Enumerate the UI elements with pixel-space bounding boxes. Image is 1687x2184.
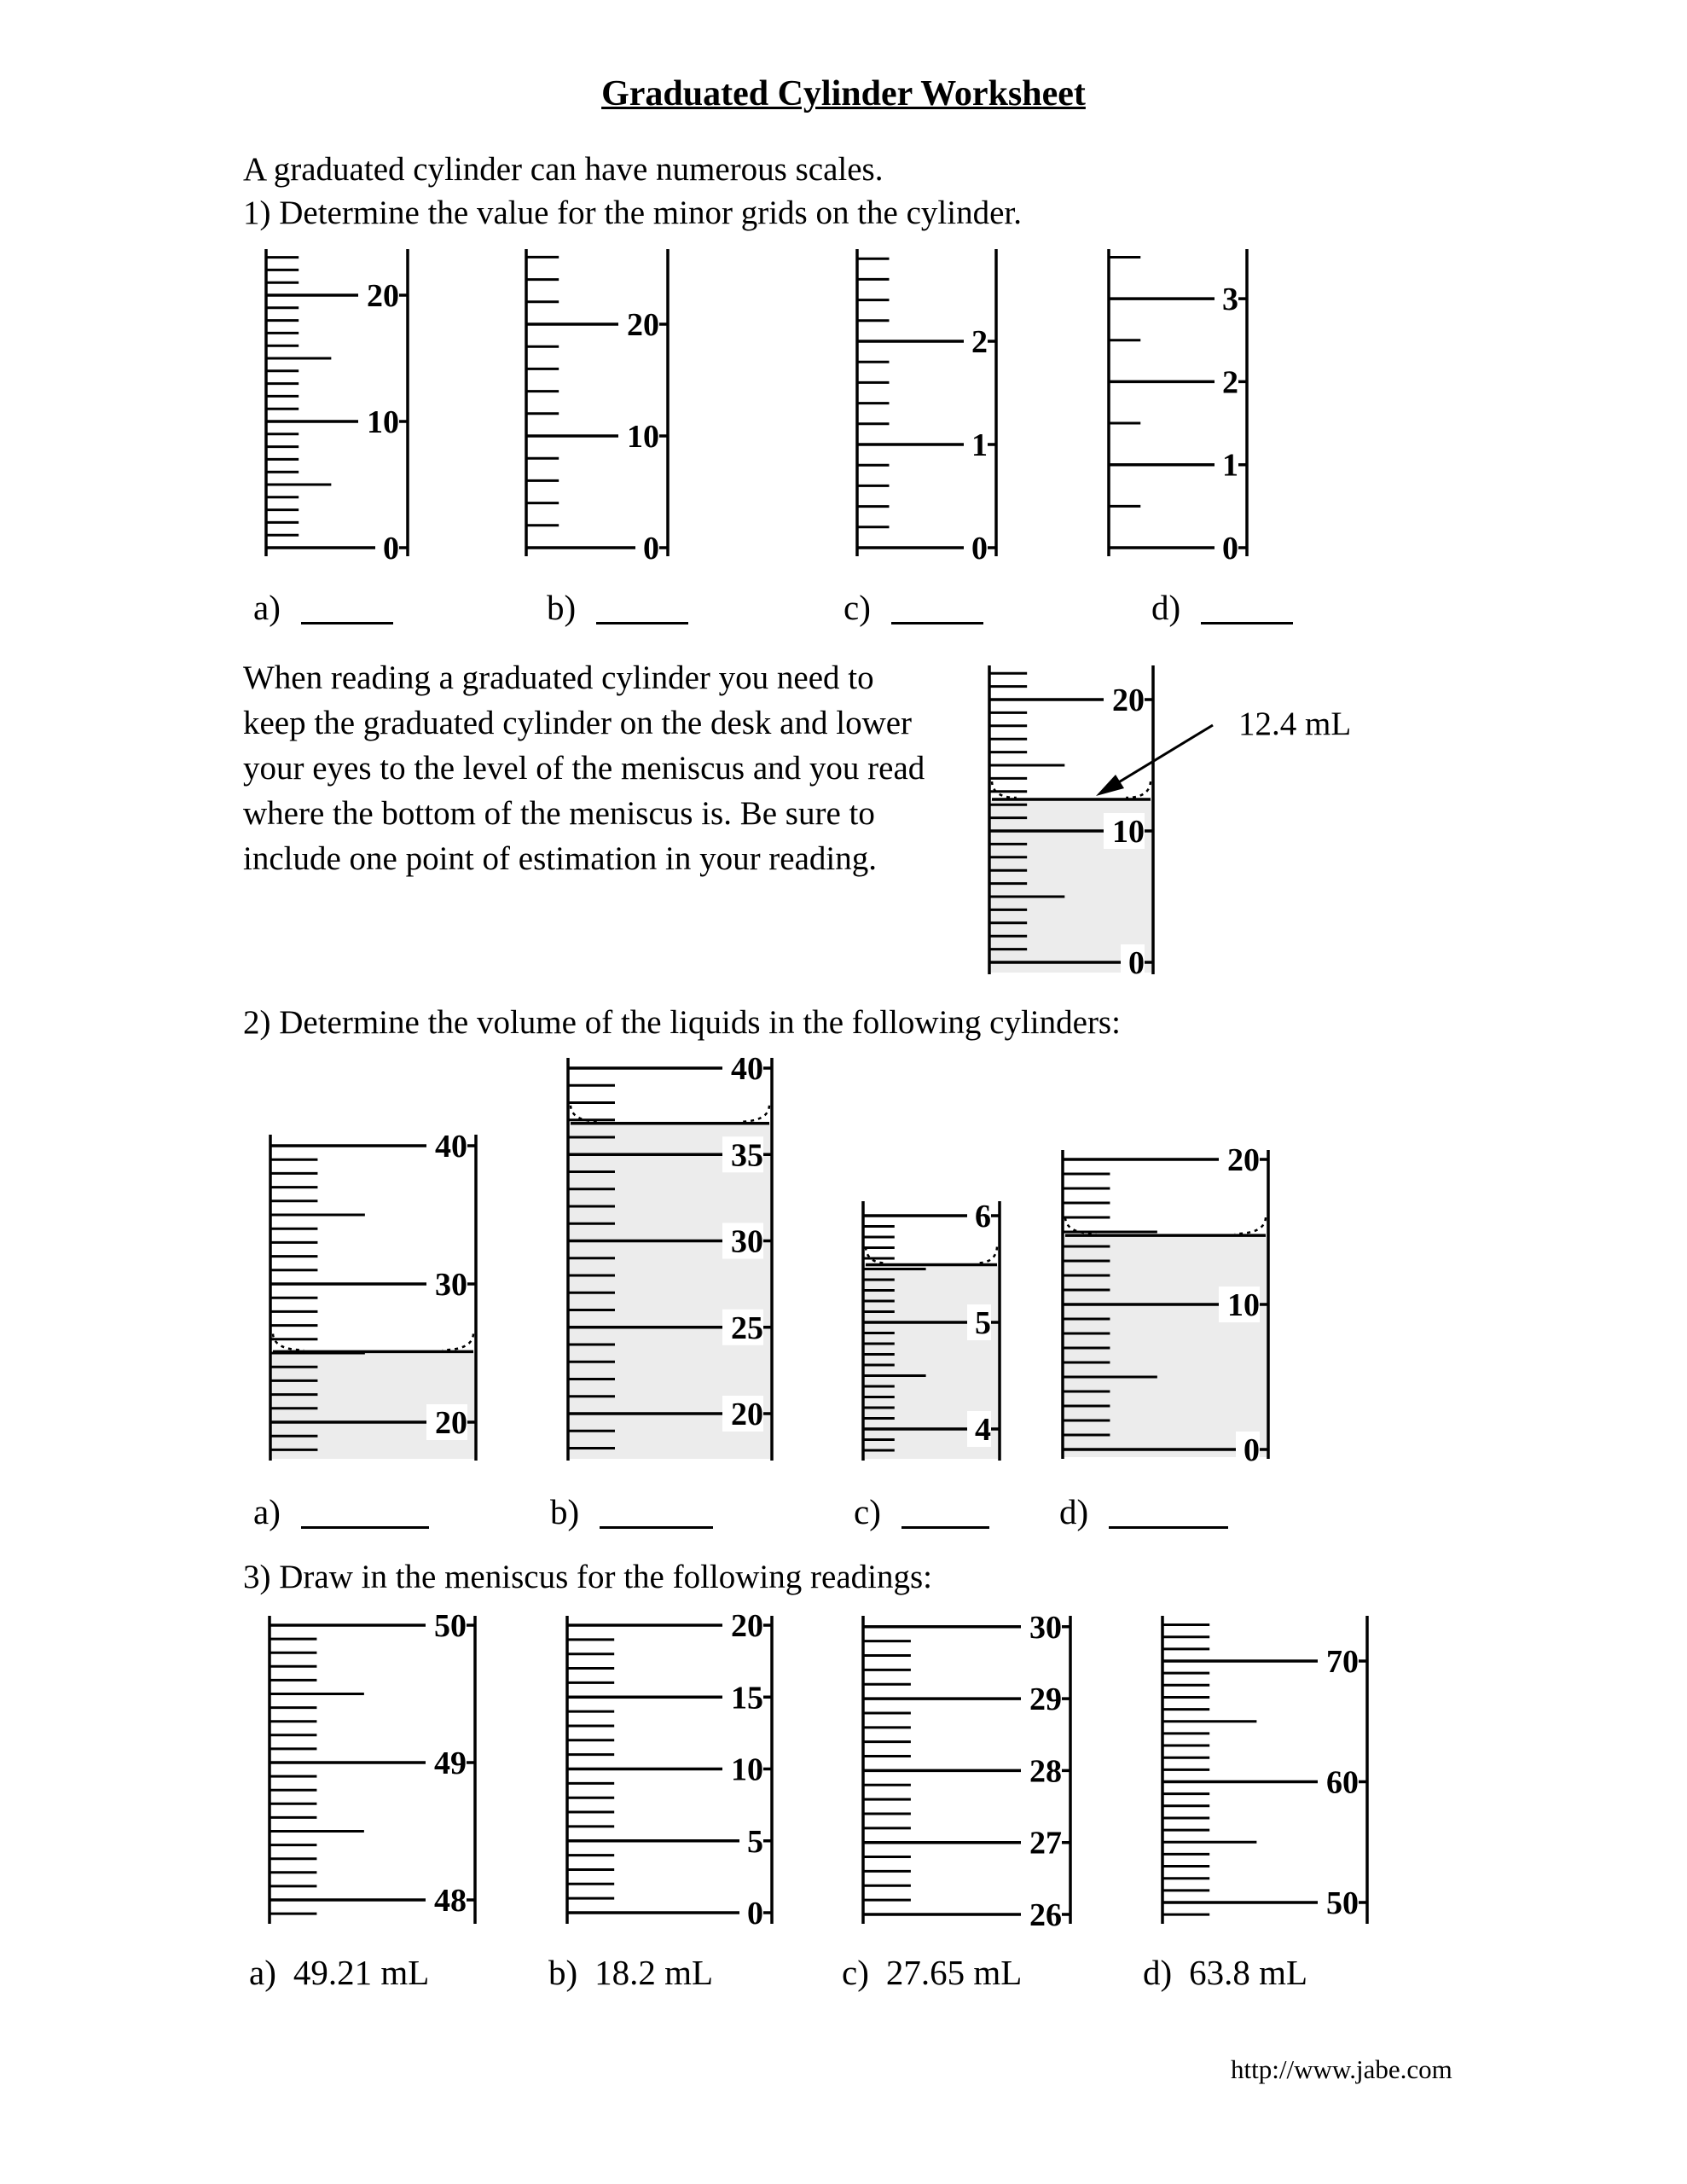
q3-answer-d-label: d) [1143, 1953, 1173, 1992]
scale-label-q1-c-2: 2 [971, 324, 988, 360]
q2-answer-d [1059, 1491, 1228, 1532]
scale-label-q3-b-10: 10 [731, 1751, 763, 1788]
reading-note-line: keep the graduated cylinder on the desk and lower [243, 705, 913, 741]
reading-note-line: where the bottom of the meniscus is. Be sure to [243, 795, 875, 832]
q3-answer-b [548, 1952, 713, 1993]
q1-answer-a [253, 587, 393, 628]
scale-label-example-20: 20 [1112, 682, 1145, 718]
q1-heading: 1) Determine the value for the minor grids on the cylinder. [243, 195, 1022, 231]
q3-answer-d [1143, 1952, 1307, 1993]
q1-answer-d-blank [1201, 622, 1293, 624]
cylinder-q1-b [526, 249, 668, 566]
scale-label-q1-a-0: 0 [383, 531, 399, 566]
q3-answer-c-label: c) [842, 1953, 869, 1992]
page-title: Graduated Cylinder Worksheet [601, 74, 1086, 113]
q1-answer-b [547, 587, 688, 628]
scale-label-q1-a-20: 20 [367, 278, 399, 314]
scale-label-q2-c-6: 6 [975, 1199, 991, 1234]
reading-note [243, 655, 925, 881]
scale-label-q1-b-10: 10 [627, 419, 659, 455]
scale-label-q3-c-26: 26 [1029, 1897, 1062, 1933]
scale-label-q2-a-40: 40 [435, 1129, 467, 1165]
scale-label-q1-a-10: 10 [367, 404, 399, 440]
q3-answer-d-value: 63.8 mL [1189, 1953, 1308, 1992]
q2-answer-c-blank [901, 1526, 989, 1529]
scale-label-q3-c-27: 27 [1029, 1825, 1062, 1862]
q1-answer-a-label: a) [253, 588, 281, 627]
scale-label-q3-b-15: 15 [731, 1680, 763, 1716]
q2-answer-a-blank [301, 1526, 429, 1529]
cylinder-q3-b [567, 1607, 772, 1931]
q2-answer-a [253, 1491, 429, 1532]
scale-label-q2-c-5: 5 [975, 1305, 991, 1341]
scale-label-q3-d-70: 70 [1326, 1644, 1359, 1680]
scale-label-q2-d-10: 10 [1227, 1287, 1260, 1323]
cylinder-q3-a [270, 1607, 475, 1924]
scale-label-q3-a-48: 48 [434, 1883, 467, 1919]
q3-answer-b-value: 18.2 mL [594, 1953, 714, 1992]
cylinder-q2-a [270, 1128, 476, 1461]
cylinder-q3-c [863, 1609, 1070, 1933]
q3-heading: 3) Draw in the meniscus for the following readings: [243, 1559, 932, 1595]
scale-label-q2-b-25: 25 [731, 1310, 763, 1346]
q2-answer-b-blank [600, 1526, 713, 1529]
cylinder-q2-b [568, 1050, 772, 1461]
q3-answer-a [249, 1952, 429, 1993]
cylinder-q1-d [1109, 249, 1247, 566]
scale-label-q2-d-0: 0 [1244, 1432, 1260, 1468]
q1-answer-d [1151, 587, 1293, 628]
q3-answer-a-value: 49.21 mL [293, 1953, 430, 1992]
q1-answer-b-blank [596, 622, 688, 624]
q1-answer-b-label: b) [547, 588, 577, 627]
scale-label-q3-d-60: 60 [1326, 1764, 1359, 1801]
q2-heading: 2) Determine the volume of the liquids in the following cylinders: [243, 1004, 1121, 1041]
scale-label-q1-b-0: 0 [643, 531, 659, 566]
cylinder-q1-a [266, 249, 408, 566]
q1-answer-c-blank [891, 622, 983, 624]
reading-note-line: include one point of estimation in your reading. [243, 840, 877, 877]
scale-label-q1-b-20: 20 [627, 307, 659, 343]
cylinder-q3-d [1162, 1616, 1367, 1924]
q2-answer-b [550, 1491, 713, 1532]
scale-label-q2-a-20: 20 [435, 1405, 467, 1441]
q1-answer-c [844, 587, 983, 628]
q2-answer-a-label: a) [253, 1492, 281, 1531]
scale-label-q2-b-40: 40 [731, 1051, 763, 1087]
q3-answer-c [842, 1952, 1022, 1993]
scale-label-q1-d-2: 2 [1222, 364, 1238, 401]
cylinder-example [989, 665, 1213, 981]
scale-label-q1-d-1: 1 [1222, 447, 1238, 484]
intro-text: A graduated cylinder can have numerous scales. [243, 151, 884, 188]
scale-label-q1-c-1: 1 [971, 427, 988, 463]
scale-label-q2-b-35: 35 [731, 1137, 763, 1174]
scale-label-q3-a-50: 50 [434, 1608, 467, 1644]
scale-label-q2-b-30: 30 [731, 1223, 763, 1260]
scale-label-q3-a-49: 49 [434, 1745, 467, 1781]
scale-label-q1-c-0: 0 [971, 531, 988, 566]
scale-label-q2-c-4: 4 [975, 1412, 991, 1448]
q3-answer-b-label: b) [548, 1953, 578, 1992]
q2-answer-c [854, 1491, 989, 1532]
scale-label-example-10: 10 [1112, 814, 1145, 850]
scale-label-q3-c-30: 30 [1029, 1609, 1062, 1646]
cylinder-q1-c [857, 249, 996, 566]
q2-answer-d-blank [1109, 1526, 1228, 1529]
q2-answer-d-label: d) [1059, 1492, 1089, 1531]
scale-label-q3-c-29: 29 [1029, 1682, 1062, 1718]
q1-answer-d-label: d) [1151, 588, 1181, 627]
scale-label-q3-b-20: 20 [731, 1608, 763, 1644]
scale-label-example-0: 0 [1128, 945, 1145, 981]
scale-label-q2-a-30: 30 [435, 1267, 467, 1303]
q3-answer-c-value: 27.65 mL [885, 1953, 1023, 1992]
cylinder-q2-c [863, 1198, 1000, 1461]
example-reading-annotation: 12.4 mL [1238, 706, 1352, 742]
cylinder-q2-d [1063, 1141, 1268, 1468]
q1-answer-c-label: c) [844, 588, 871, 627]
scale-label-q2-d-20: 20 [1227, 1142, 1260, 1178]
q2-answer-b-label: b) [550, 1492, 580, 1531]
scale-label-q1-d-3: 3 [1222, 282, 1238, 318]
scale-label-q3-c-28: 28 [1029, 1753, 1062, 1790]
reading-note-line: When reading a graduated cylinder you need to [243, 659, 874, 696]
reading-note-line: your eyes to the level of the meniscus and you read [243, 750, 925, 787]
scale-label-q3-d-50: 50 [1326, 1885, 1359, 1921]
scale-label-q1-d-0: 0 [1222, 531, 1238, 566]
scale-label-q3-b-5: 5 [747, 1823, 763, 1860]
scale-label-q2-b-20: 20 [731, 1397, 763, 1432]
footer-url: http://www.jabe.com [1231, 2054, 1452, 2084]
q3-answer-a-label: a) [249, 1953, 276, 1992]
q2-answer-c-label: c) [854, 1492, 881, 1531]
q1-answer-a-blank [301, 622, 393, 624]
scale-label-q3-b-0: 0 [747, 1896, 763, 1931]
meniscus-arrowhead [1096, 775, 1124, 796]
